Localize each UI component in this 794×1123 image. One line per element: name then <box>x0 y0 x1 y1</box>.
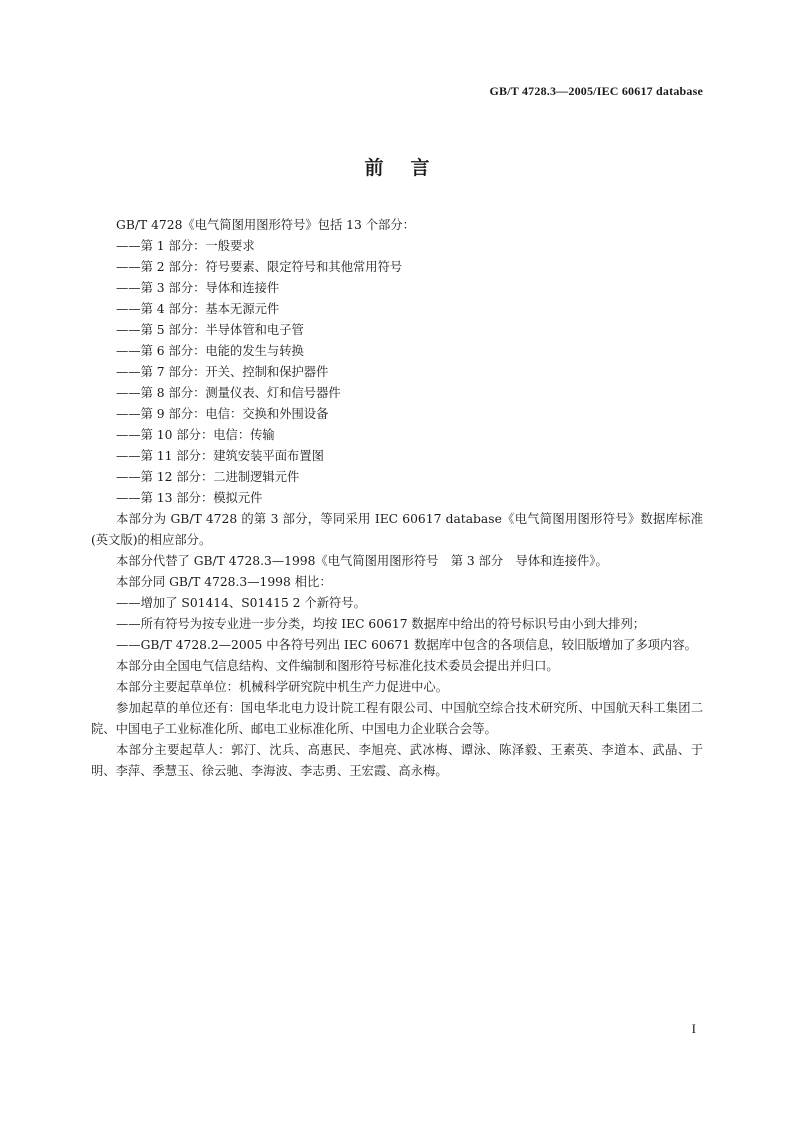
paragraph: ——第 8 部分：测量仪表、灯和信号器件 <box>116 386 341 400</box>
paragraph: ——第 9 部分：电信：交换和外围设备 <box>116 407 329 421</box>
paragraph: ——增加了 S01414、S01415 2 个新符号。 <box>116 596 366 610</box>
paragraph: ——所有符号为按专业进一步分类，均按 IEC 60617 数据库中给出的符号标识号由小到大排列； <box>116 617 646 631</box>
paragraph: 本部分代替了 GB/T 4728.3—1998《电气简图用图形符号 第 3 部分 导体和连接件》。 <box>116 554 608 568</box>
paragraph: GB/T 4728《电气简图用图形符号》包括 13 个部分： <box>116 218 415 232</box>
paragraph: 本部分同 GB/T 4728.3—1998 相比： <box>116 575 332 589</box>
paragraph: ——第 12 部分：二进制逻辑元件 <box>116 470 300 484</box>
paragraph: 本部分主要起草人：郭汀、沈兵、高惠民、李旭亮、武冰梅、谭泳、陈泽毅、王素英、李道本、武晶、于明、李萍、季慧玉、徐云驰、李海波、李志勇、王宏霞、高永梅。 <box>91 743 703 778</box>
document-header: GB/T 4728.3—2005/IEC 60617 database <box>489 84 703 98</box>
paragraph: ——GB/T 4728.2—2005 中各符号列出 IEC 60671 数据库中包含的各项信息，较旧版增加了多项内容。 <box>116 638 697 652</box>
paragraph: ——第 10 部分：电信：传输 <box>116 428 275 442</box>
paragraph: ——第 6 部分：电能的发生与转换 <box>116 344 304 358</box>
paragraph: ——第 11 部分：建筑安装平面布置图 <box>116 449 324 463</box>
paragraph: ——第 13 部分：模拟元件 <box>116 491 263 505</box>
paragraph: 本部分主要起草单位：机械科学研究院中机生产力促进中心。 <box>116 680 449 694</box>
paragraph: ——第 1 部分：一般要求 <box>116 239 255 253</box>
document-body <box>91 215 703 782</box>
paragraph: ——第 3 部分：导体和连接件 <box>116 281 280 295</box>
paragraph: 本部分为 GB/T 4728 的第 3 部分，等同采用 IEC 60617 database《电气简图用图形符号》数据库标准(英文版)的相应部分。 <box>91 512 703 547</box>
paragraph: 本部分由全国电气信息结构、文件编制和图形符号标准化技术委员会提出并归口。 <box>116 659 559 673</box>
paragraph: ——第 2 部分：符号要素、限定符号和其他常用符号 <box>116 260 403 274</box>
paragraph: ——第 4 部分：基本无源元件 <box>116 302 280 316</box>
paragraph: 参加起草的单位还有：国电华北电力设计院工程有限公司、中国航空综合技术研究所、中国航天科工集团二院、中国电子工业标准化所、邮电工业标准化所、中国电力企业联合会等。 <box>91 701 703 736</box>
paragraph: ——第 7 部分：开关、控制和保护器件 <box>116 365 329 379</box>
page-number: I <box>691 1021 696 1036</box>
page-title: 前言 <box>364 157 457 179</box>
paragraph: ——第 5 部分：半导体管和电子管 <box>116 323 304 337</box>
